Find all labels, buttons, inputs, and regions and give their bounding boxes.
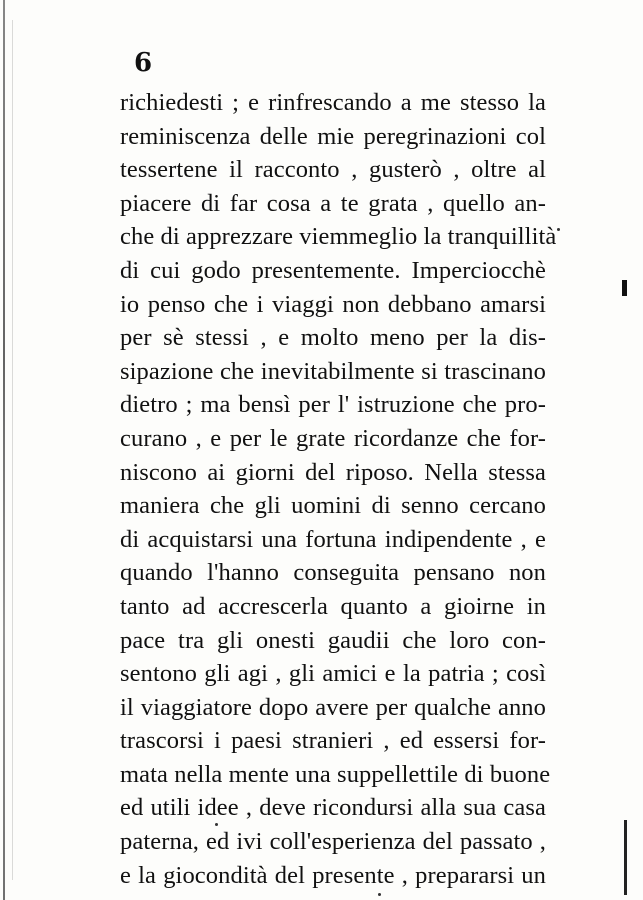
text-line: niscono ai giorni del riposo. Nella stessa (120, 458, 546, 486)
text-line: e la giocondità del presente , prepararsi un (120, 861, 546, 889)
text-line: maniera che gli uomini di senno cercano (120, 492, 546, 520)
text-line: curano , e per le grate ricordanze che for- (120, 424, 546, 452)
body-text (120, 86, 557, 892)
text-line: dietro ; ma bensì per l' istruzione che pro- (120, 391, 546, 419)
page-left-edge (3, 0, 5, 900)
text-line: per sè stessi , e molto meno per la dis- (120, 324, 546, 352)
page-right-edge-mark (622, 280, 627, 296)
text-line: che di apprezzare viemmeglio la tranquillità (120, 223, 557, 251)
text-line: reminiscenza delle mie peregrinazioni col (120, 122, 546, 150)
ink-speck (378, 893, 381, 896)
text-line: sipazione che inevitabilmente si trascinano (120, 357, 546, 385)
text-line: pace tra gli onesti gaudii che loro con- (120, 626, 546, 654)
text-line: tanto ad accrescerla quanto a gioirne in (120, 592, 546, 620)
text-line: quando l'hanno conseguita pensano non (120, 559, 546, 587)
page-number: 6 (134, 48, 153, 78)
text-line: di acquistarsi una fortuna indipendente , e (120, 525, 546, 553)
ink-speck (215, 823, 218, 826)
text-line: paterna, ed ivi coll'esperienza del passato , (120, 828, 546, 856)
text-line: trascorsi i paesi stranieri , ed essersi for- (120, 727, 546, 755)
ink-speck (557, 228, 560, 231)
text-line: richiedesti ; e rinfrescando a me stesso la (120, 89, 546, 116)
text-line: il viaggiatore dopo avere per qualche anno (120, 693, 546, 721)
text-line: tessertene il racconto , gusterò , oltre al (120, 156, 546, 184)
page-gutter-shadow (12, 20, 13, 880)
text-line: mata nella mente una suppellettile di buone (120, 760, 551, 788)
text-line: io penso che i viaggi non debbano amarsi (120, 290, 546, 318)
text-line: sentono gli agi , gli amici e la patria ; così (120, 660, 546, 688)
text-line: ed utili idee , deve ricondursi alla sua casa (120, 794, 546, 822)
text-line: di cui godo presentemente. Imperciocchè (120, 256, 546, 284)
text-line: piacere di far cosa a te grata , quello an- (120, 189, 546, 217)
page-right-edge-bottom (624, 820, 627, 895)
